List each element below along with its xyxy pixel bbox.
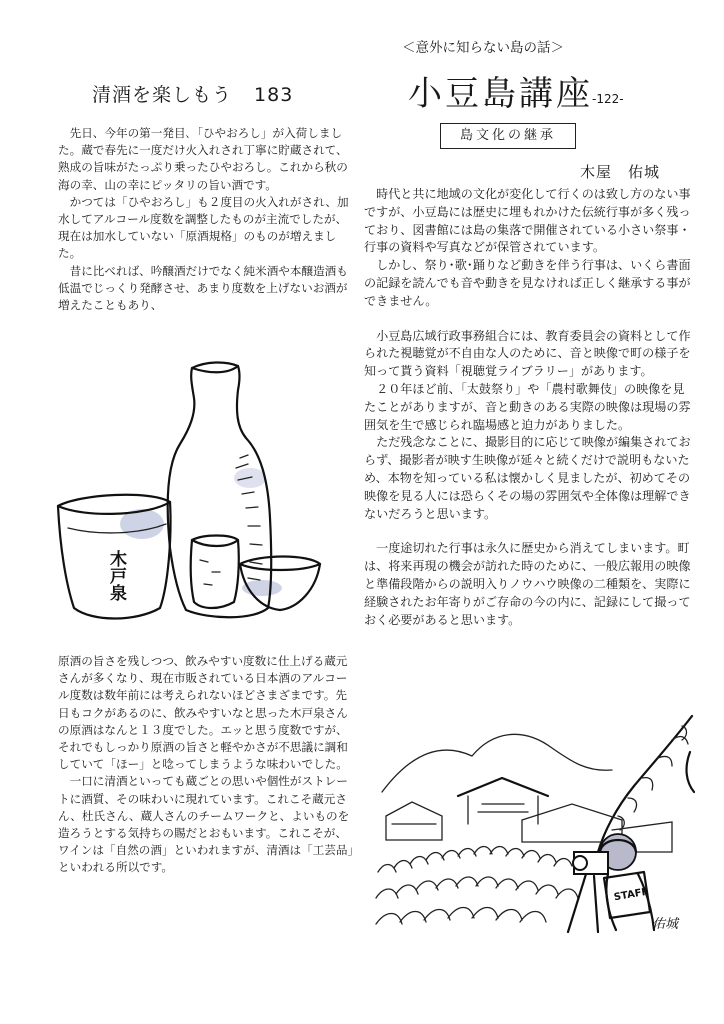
series-label: ＜意外に知らない島の話＞ [402, 40, 564, 56]
sake-bottle-icon [168, 362, 272, 617]
right-paragraph-6: 一度途切れた行事は永久に歴史から消えてしまいます。町は、将来再現の機会が訪れた時のために、一般広報用の映像と準備段階からの説明入りノウハウ映像の二種類を、実際に経験されたお年寄りがご存命の今の内に、記録にして撮っておく必要があると思います。 [364, 541, 691, 627]
left-paragraph-1: 先日、今年の第一発目､「ひやおろし」が入荷しました。蔵で春先に一度だけ火入れされ丁寧に貯蔵されて、熟成の旨味がたっぷり乗ったひやおろし。これから秋の海の幸、山の幸にピッタリの旨い酒です。 [58, 126, 348, 192]
mountain-icon [382, 734, 612, 792]
issue-number: -122- [592, 92, 624, 106]
right-article-body [364, 186, 696, 629]
author-name: 木屋 佑城 [580, 163, 661, 181]
left-paragraph-3: 昔に比べれば、吟醸酒だけでなく純米酒や本醸造酒も低温でじっくり発酵させ、あまり度数を上げないお酒が増えたこともあり、 [58, 263, 348, 313]
cameraman-icon [568, 834, 654, 932]
left-column-title [92, 80, 293, 107]
left-paragraph-2: かつては「ひやおろし」も２度目の火入れがされ、加水してアルコール度数を調整したものが主流でしたが、現在は加水していない「原酒規格」のものが増えました。 [58, 194, 349, 261]
staff-label: STAFF [613, 886, 650, 904]
left-paragraph-4: 原酒の旨さを残しつつ、飲みやすい度数に仕上げる蔵元さんが多くなり、現在市販されている日本酒のアルコール度数は数年前には考えられないほどさまざまです。先日もコクがあるのに、飲みやすいなと思った木戸泉さんの原酒はなんと１３度でした。エッと思う度数ですが、それでもしっかり原酒の旨さと軽やかさが不思議に調和していて「ほー」と唸ってしまうような味わいでした。 [58, 654, 348, 772]
right-paragraph-2: しかし、祭り･歌･踊りなど動きを伴う行事は、いくら書面の記録を読んでも音や動きを見なければ正しく継承する事ができません。 [364, 258, 691, 308]
crowd-icon [376, 847, 578, 925]
left-article-top [58, 125, 358, 314]
left-paragraph-5: 一口に清酒といっても蔵ごとの思いや個性がストレートに酒質、その味わいに現れています。これこそ蔵元さん、杜氏さん、蔵人さんのチームワークと、よいものを造ろうとする気持ちの賜だとおもいます。これこそが、ワインは「自然の酒」といわれますが、清酒は「工芸品」といわれる所以です。 [58, 774, 354, 875]
small-cup-icon [191, 536, 239, 609]
left-title-number: 183 [254, 84, 294, 106]
paragraph-gap [364, 311, 696, 328]
paragraph-gap [364, 523, 696, 540]
left-title-text: 清酒を楽しもう [92, 84, 233, 106]
right-paragraph-4: ２０年ほど前、「太鼓祭り」や「農村歌舞伎」の映像を見たことがありますが、音と動きのある実際の映像は現場の雰囲気を生で感じられ臨場感と迫力がありました。 [364, 381, 691, 432]
column-title: 小豆島講座 [408, 74, 593, 114]
artist-signature: 佑城 [652, 917, 679, 932]
right-paragraph-3: 小豆島広域行政事務組合には、教育委員会の資料として作られた視聴覚が不自由な人のために、音と映像で町の様子を知って貰う資料「視聴覚ライブラリー」があります。 [364, 328, 691, 379]
branch-icon [598, 716, 694, 852]
sake-illustration [40, 358, 360, 628]
right-paragraph-1: 時代と共に地域の文化が変化して行くのは致し方のない事ですが、小豆島には歴史に埋もれかけた伝統行事が多く残っており、図書館には島の集落で開催されている小さい祭事・行事の資料や写真などが保管されています。 [364, 187, 691, 255]
festival-illustration [372, 712, 702, 937]
shrine-icon [458, 778, 548, 824]
right-paragraph-5: ただ残念なことに、撮影目的に応じて映像が編集されておらず、撮影者が映す生映像が延々と続くだけで説明もないため、本物を知っている私は懐かしく見ましたが、初めてその映像を見る人には恐らくその場の雰囲気や全体像は理解できないだろうと思います。 [364, 435, 691, 521]
cup-brand-label: 木戸泉 [106, 550, 126, 601]
left-article-bottom [58, 653, 358, 877]
subtitle-box: 島文化の継承 [440, 123, 576, 149]
